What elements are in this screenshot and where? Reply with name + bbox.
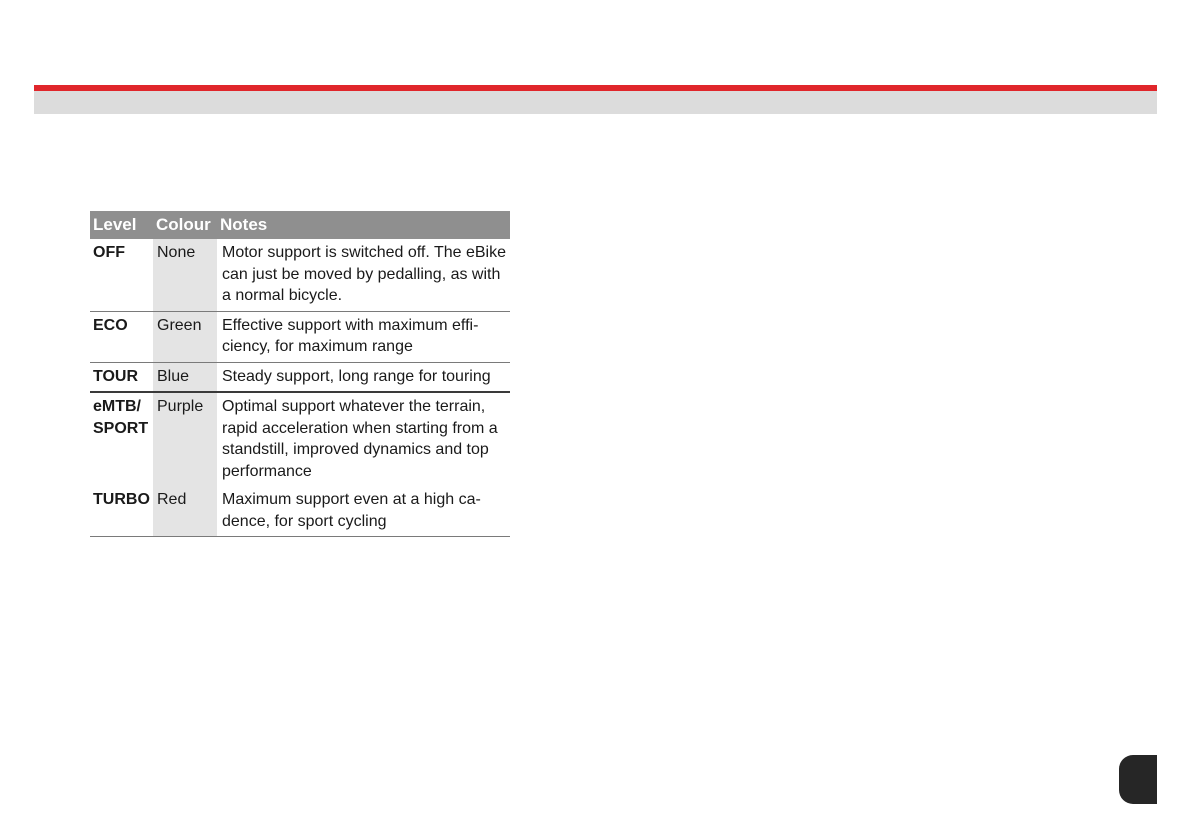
level-cell: OFF [90,239,153,311]
colour-cell: Green [153,311,217,362]
colour-cell: Blue [153,362,217,392]
table-row [90,362,510,392]
notes-cell: Steady support, long range for touring [217,362,510,392]
notes-cell: Effective support with maximum effi-ciency, for maximum range [217,311,510,362]
table-row [90,392,510,486]
table-row [90,486,510,537]
support-level-table [90,211,510,537]
level-cell: eMTB/ SPORT [93,398,149,437]
level-cell: TOUR [90,362,153,392]
colour-cell: Purple [153,392,217,486]
notes-cell: Maximum support even at a high ca-dence, for sport cycling [217,486,510,537]
header-level: Level [90,211,153,239]
level-cell: ECO [90,311,153,362]
table-row [90,239,510,311]
page-edge-tab [1119,755,1157,804]
header-grey-band [34,91,1157,114]
header-colour: Colour [153,211,217,239]
colour-cell: Red [153,486,217,537]
table-header-row [90,211,510,239]
notes-cell: Motor support is switched off. The eBike can just be moved by pedalling, as with a normal bicycle. [217,239,510,311]
table-row [90,311,510,362]
notes-cell: Optimal support whatever the terrain, rapid acceleration when starting from a standstill, improved dynamics and top performance [222,398,498,480]
level-cell: TURBO [90,486,153,537]
colour-cell: None [153,239,217,311]
header-notes: Notes [217,211,510,239]
